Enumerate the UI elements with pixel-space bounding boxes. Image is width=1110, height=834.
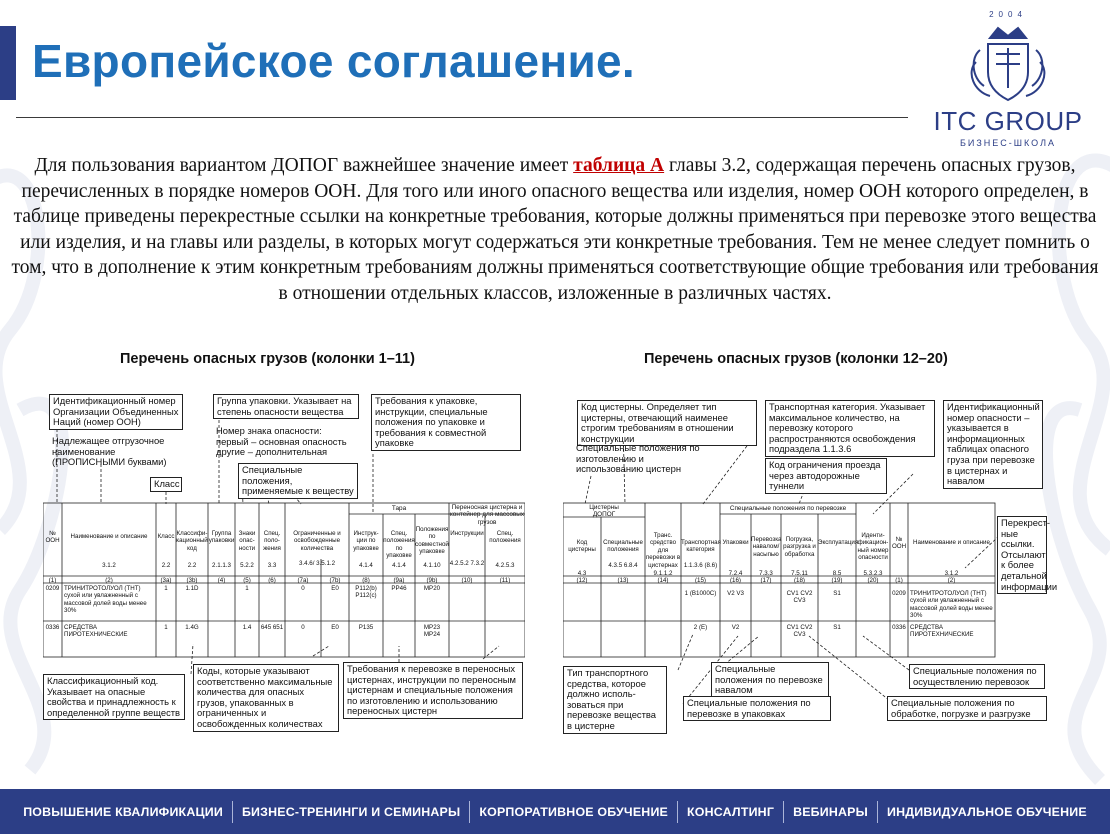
- col-header: Знаки опас-ности: [238, 530, 256, 552]
- col-header: Ограниченные и освобожденные количества: [293, 530, 341, 552]
- colnum: (12): [576, 577, 588, 584]
- colnum: (20): [867, 577, 879, 584]
- itc-group-logo: [918, 10, 1098, 150]
- col-header: Код цистерны: [568, 539, 596, 554]
- row1-name: ТРИНИТРОТОЛУОЛ (ТНТ) сухой или увлажненный с массовой долей воды менее 30%: [64, 585, 147, 615]
- colnum: (1): [895, 577, 903, 584]
- ref-cell: 7.5.11: [791, 570, 808, 577]
- callout-hazard-id: Идентификационный номер опасности – указывается в информационных таблицах опасного груза при перевозке в цистернах и навалом: [943, 400, 1043, 489]
- callout-hazard-label: Номер знака опасности: первый – основная опасность другие – дополнительная: [216, 425, 347, 458]
- row1-name: ТРИНИТРОТОЛУОЛ (ТНТ) сухой или увлажненный с массовой долей воды менее 30%: [910, 590, 993, 620]
- row2-code: 1.4G: [185, 624, 199, 631]
- row2-label: 1.4: [242, 624, 252, 631]
- row2-name: СРЕДСТВА ПИРОТЕХНИЧЕСКИЕ: [910, 624, 974, 639]
- ref-cell: 3.3: [267, 562, 277, 569]
- ref-cell: 4.1.4: [392, 562, 406, 569]
- row2-loading: CV1 CV2 CV3: [786, 624, 813, 639]
- ref-cell: 7.3.3: [759, 570, 773, 577]
- callout-packing-group: Группа упаковки. Указывает на степень опасности вещества: [213, 394, 359, 419]
- row2-special: 645 651: [260, 624, 284, 631]
- row2-pi: P135: [358, 624, 374, 631]
- colnum: (9a): [393, 577, 405, 584]
- footer-item-individual[interactable]: ИНДИВИДУАЛЬНОЕ ОБУЧЕНИЕ: [886, 804, 1087, 819]
- callout-classification-code: Классификационный код. Указывает на опасные свойства и принадлежность к определенной группе веществ: [43, 674, 185, 720]
- colnum: (2): [105, 577, 113, 584]
- colnum: (4): [217, 577, 226, 584]
- col-header: Транс. средство для перевозки в цистернах: [645, 532, 681, 569]
- colnum: (6): [268, 577, 276, 584]
- right-figure-title: Перечень опасных грузов (колонки 12–20): [644, 351, 948, 367]
- col-header: Упаковки: [722, 539, 749, 546]
- paragraph-text-after: главы 3.2, содержащая перечень опасных грузов, перечисленных в порядке номеров ООН. Для того или иного опасного вещества или изделия, номер ООН которого определен, в таблице приведены перекрестные ссылки на конкретные требования, которые должны применяться при перевозке этого вещества или изделия, и на главы или разделы, в которых могут содержаться эти конкретные требования. Тем не менее следует помнить о том, что в дополнение к этим конкретным требованиям должны применяться соответствующие общие требования или требования в отношении отдельных классов, изложенные в различных частях.: [11, 155, 1099, 304]
- row2-un: 0336: [892, 624, 906, 631]
- ref-cell: 2.2: [187, 562, 197, 569]
- paragraph-text-before: Для пользования вариантом ДОПОГ важнейшее значение имеет: [34, 155, 574, 176]
- ref-cell: 4.3: [577, 570, 587, 577]
- col-header: Специальные положения: [603, 539, 643, 554]
- callout-tank-provisions: Специальные положения по изготовлению и использованию цистерн: [576, 442, 700, 475]
- footer-item-qualification[interactable]: ПОВЫШЕНИЕ КВАЛИФИКАЦИИ: [23, 804, 223, 819]
- row1-class: 1: [164, 585, 168, 592]
- col-header: Спец. положения: [489, 530, 521, 545]
- colnum: (10): [461, 577, 473, 584]
- callout-shipping-name: Надлежащее отгрузочное наименование (ПРОПИСНЫМИ буквами): [52, 435, 167, 468]
- ref-cell: 4.2.5.3: [495, 562, 515, 569]
- ref-cell: 4.1.4: [359, 562, 373, 569]
- row2-packages: V2: [731, 624, 740, 631]
- row1-operation: S1: [833, 590, 841, 597]
- callout-transport-category: Транспортная категория. Указывает максимальное количество, на перевозку которого распространяются освобождения подраздела 1.1.3.6: [765, 400, 935, 457]
- ref-cell: 1.1.3.6 (8.6): [683, 562, 718, 569]
- row1-code: 1.1D: [185, 585, 199, 592]
- ref-cell: 5.2.2: [240, 562, 254, 569]
- callout-packages: Специальные положения по перевозке в упаковках: [683, 696, 831, 721]
- intro-paragraph: [8, 153, 1102, 307]
- ref-cell: 4.2.5.2 7.3.2: [449, 560, 485, 567]
- group-special: Специальные положения по перевозке: [729, 505, 847, 512]
- ref-cell: 3.1.2: [944, 570, 959, 577]
- callout-portable-tanks: Требования к перевозке в переносных цистернах, инструкции по переносным цистернам и специальные положения по изготовлению и использованию переносных цистерн: [343, 662, 523, 719]
- col-header: Инструкции: [450, 530, 484, 537]
- footer-item-corporate[interactable]: КОРПОРАТИВНОЕ ОБУЧЕНИЕ: [479, 804, 669, 819]
- ref-cell: 4.3.5 6.8.4: [608, 562, 638, 569]
- ref-cell: 3.1.2: [102, 562, 116, 569]
- callout-class: Класс: [150, 477, 182, 492]
- callout-loading: Специальные положения по обработке, погрузке и разгрузке: [887, 696, 1047, 721]
- col-header: Спец. поло-жения: [263, 530, 281, 552]
- colnum: (18): [793, 577, 805, 584]
- row1-pi: P112(b) P112(c): [355, 585, 377, 600]
- col-header: Положения по совместной упаковке: [415, 526, 449, 556]
- title-accent-bar: [0, 26, 16, 100]
- colnum: (7a): [297, 577, 309, 584]
- colnum: (1): [48, 577, 57, 584]
- footer-nav: [0, 789, 1110, 834]
- callout-tank-vehicle: Тип транспортного средства, которое должно исполь-зоваться при перевозке вещества в цистерне: [563, 666, 667, 734]
- row1-un: 0209: [892, 590, 906, 597]
- col-header: Транспортная категория: [681, 539, 721, 554]
- row1-lq: 0: [301, 585, 305, 592]
- col-header: Классифи-кационный код: [176, 530, 208, 552]
- logo-year: 2004: [989, 10, 1027, 19]
- ref-cell: 3.4.6/ 3.5.1.2: [298, 560, 336, 567]
- row2-mp: MP23 MP24: [423, 624, 441, 639]
- row2-eq: E0: [331, 624, 339, 631]
- footer-item-webinars[interactable]: ВЕБИНАРЫ: [793, 804, 868, 819]
- ref-cell: 2.1.1.3: [212, 562, 231, 569]
- colnum: (16): [729, 577, 741, 584]
- ref-cell: 4.1.10: [423, 562, 441, 569]
- col-header: Группа упаковки: [208, 530, 235, 545]
- callout-tank-code: Код цистерны. Определяет тип цистерны, отвечающий наименее строгим требованиям в отношении конструкции: [577, 400, 757, 446]
- callout-special-provisions: Специальные положения, применяемые к веществу: [238, 463, 358, 499]
- left-figure: [43, 374, 525, 729]
- row1-loading: CV1 CV2 CV3: [786, 590, 813, 605]
- row2-un: 0336: [45, 624, 60, 631]
- row2-operation: S1: [833, 624, 841, 631]
- colnum: (14): [657, 577, 669, 584]
- crest-icon: [960, 10, 1056, 110]
- colnum: (13): [617, 577, 629, 584]
- colnum: (3b): [186, 577, 198, 584]
- callout-packing-requirements: Требования к упаковке, инструкции, специальные положения по упаковке и требования к совместной упаковке: [371, 394, 521, 451]
- ref-cell: 5.3.2.3: [863, 570, 883, 577]
- col-header: Иденти-фикацион-ный номер опасности: [857, 532, 889, 562]
- footer-item-consulting[interactable]: КОНСАЛТИНГ: [687, 804, 775, 819]
- callout-limited-quantities: Коды, которые указывают соответственно максимальные количества для опасных грузов, упакованных в ограниченных и освобожденных количествах: [193, 664, 339, 732]
- row1-un: 0209: [45, 585, 60, 592]
- col-header: Наименование и описание: [913, 539, 990, 546]
- logo-name: ITC GROUP: [933, 106, 1083, 136]
- group-tanks: Цистерны ДОПОГ: [589, 504, 619, 519]
- row1-label: 1: [245, 585, 249, 592]
- row1-eq: E0: [331, 585, 339, 592]
- colnum: (17): [760, 577, 772, 584]
- row1-packages: V2 V3: [727, 590, 744, 597]
- row2-lq: 0: [301, 624, 305, 631]
- row2-class: 1: [164, 624, 168, 631]
- ref-cell: 9.1.1.2: [653, 570, 673, 577]
- col-header: Эксплуатация: [818, 539, 859, 546]
- col-header: Спец. положения по упаковке: [383, 530, 415, 560]
- col-header: № ООН: [45, 530, 60, 545]
- colnum: (2): [947, 577, 956, 584]
- col-header: № ООН: [891, 536, 907, 551]
- footer-item-trainings[interactable]: БИЗНЕС-ТРЕНИНГИ И СЕМИНАРЫ: [241, 804, 461, 819]
- logo-subtitle: БИЗНЕС-ШКОЛА: [959, 138, 1056, 148]
- callout-operation: Специальные положения по осуществлению перевозок: [909, 664, 1045, 689]
- row1-category: 1 (B1000C): [684, 590, 717, 597]
- right-figure: [563, 374, 1058, 731]
- table-a-link[interactable]: таблица А: [573, 155, 665, 176]
- colnum: (3a): [160, 577, 172, 584]
- colnum: (15): [694, 577, 706, 584]
- colnum: (11): [499, 577, 511, 584]
- ref-cell: 7.2.4: [728, 570, 743, 577]
- group-portable-tank: Переносная цистерна и контейнер для массовых грузов: [449, 504, 525, 526]
- title-divider: [16, 117, 908, 118]
- colnum: (9b): [426, 577, 438, 584]
- colnum: (5): [243, 577, 251, 584]
- colnum: (7b): [329, 577, 341, 584]
- col-header: Наименование и описание: [70, 533, 148, 540]
- ref-cell: 8.5: [832, 570, 842, 577]
- colnum: (19): [831, 577, 843, 584]
- callout-un-number: Идентификационный номер Организации Объединенных Наций (номер ООН): [49, 394, 183, 430]
- row1-mp: MP20: [423, 585, 441, 592]
- row2-name: СРЕДСТВА ПИРОТЕХНИЧЕСКИЕ: [64, 624, 128, 639]
- col-header: Перевозка навалом/ насыпью: [751, 536, 782, 558]
- group-tara: Тара: [391, 505, 407, 512]
- left-figure-title: Перечень опасных грузов (колонки 1–11): [120, 351, 415, 367]
- row2-category: 2 (E): [693, 624, 708, 631]
- callout-bulk: Специальные положения по перевозке навалом: [711, 662, 829, 698]
- row1-sp: PP46: [391, 585, 407, 592]
- col-header: Инструк-ции по упаковке: [353, 530, 379, 552]
- callout-cross-references: Перекрест-ные ссылки. Отсылают к более детальной информации: [997, 516, 1047, 594]
- col-header: Класс: [157, 533, 175, 540]
- colnum: (8): [362, 577, 370, 584]
- ref-cell: 2.2: [161, 562, 171, 569]
- slide-title: Европейское соглашение.: [32, 35, 636, 87]
- callout-tunnel-code: Код ограничения проезда через автодорожные туннели: [765, 458, 887, 494]
- col-header: Погрузка, разгрузка и обработка: [783, 536, 816, 558]
